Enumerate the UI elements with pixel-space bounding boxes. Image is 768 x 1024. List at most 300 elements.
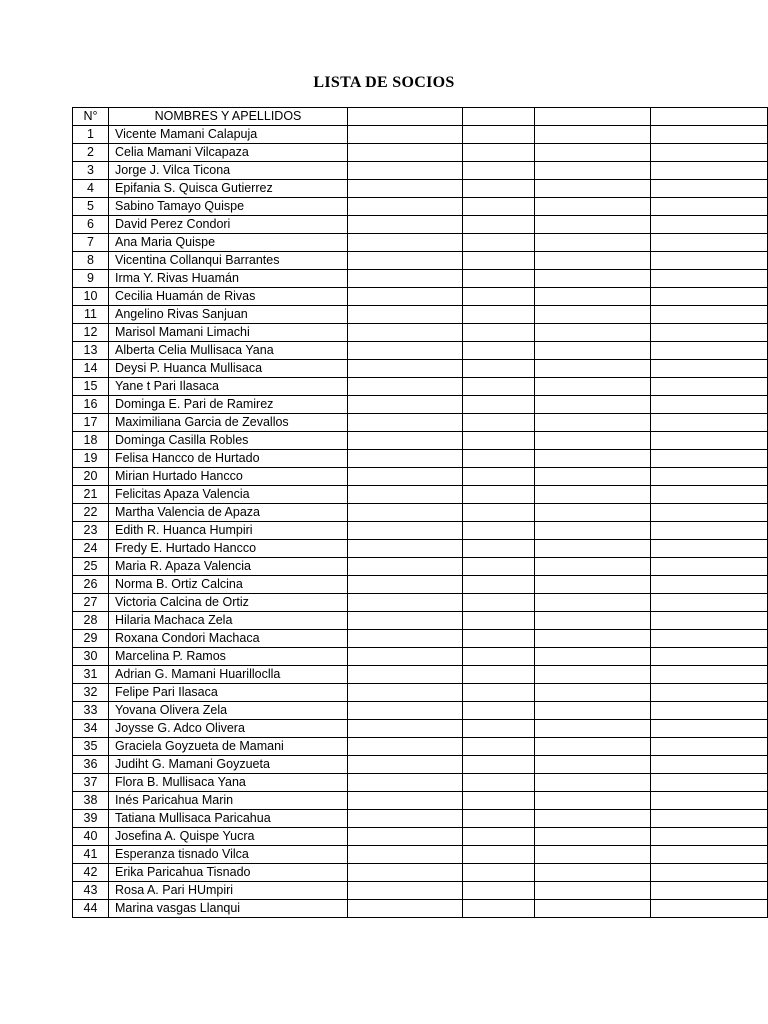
empty-cell (535, 144, 651, 162)
empty-cell (463, 828, 535, 846)
member-name: Deysi P. Huanca Mullisaca (109, 360, 348, 378)
row-number: 3 (73, 162, 109, 180)
member-name: Epifania S. Quisca Gutierrez (109, 180, 348, 198)
table-row (73, 882, 768, 900)
row-number: 21 (73, 486, 109, 504)
row-number: 10 (73, 288, 109, 306)
empty-cell (535, 234, 651, 252)
table-row (73, 756, 768, 774)
empty-cell (348, 252, 463, 270)
member-name: Vicentina Collanqui Barrantes (109, 252, 348, 270)
empty-cell (651, 666, 768, 684)
empty-cell (463, 396, 535, 414)
empty-cell (651, 810, 768, 828)
empty-cell (348, 180, 463, 198)
empty-cell (651, 864, 768, 882)
empty-cell (535, 306, 651, 324)
empty-cell (651, 540, 768, 558)
empty-cell (651, 594, 768, 612)
member-name: Roxana Condori Machaca (109, 630, 348, 648)
empty-cell (463, 882, 535, 900)
empty-cell (463, 144, 535, 162)
empty-cell (535, 594, 651, 612)
table-row (73, 720, 768, 738)
column-header-extra (463, 108, 535, 126)
empty-cell (463, 504, 535, 522)
empty-cell (348, 432, 463, 450)
empty-cell (463, 774, 535, 792)
empty-cell (651, 396, 768, 414)
empty-cell (651, 324, 768, 342)
empty-cell (348, 882, 463, 900)
column-header-extra (651, 108, 768, 126)
member-name: Dominga Casilla Robles (109, 432, 348, 450)
table-row (73, 144, 768, 162)
row-number: 1 (73, 126, 109, 144)
empty-cell (348, 414, 463, 432)
empty-cell (535, 558, 651, 576)
empty-cell (651, 720, 768, 738)
empty-cell (651, 270, 768, 288)
table-row (73, 504, 768, 522)
member-name: Marina vasgas Llanqui (109, 900, 348, 918)
table-row (73, 828, 768, 846)
empty-cell (348, 540, 463, 558)
empty-cell (348, 450, 463, 468)
row-number: 30 (73, 648, 109, 666)
empty-cell (535, 486, 651, 504)
table-row (73, 198, 768, 216)
member-name: Yovana Olivera Zela (109, 702, 348, 720)
empty-cell (348, 810, 463, 828)
table-row (73, 270, 768, 288)
table-row (73, 162, 768, 180)
empty-cell (651, 630, 768, 648)
empty-cell (463, 756, 535, 774)
empty-cell (348, 684, 463, 702)
column-header-extra (535, 108, 651, 126)
empty-cell (463, 738, 535, 756)
empty-cell (348, 792, 463, 810)
empty-cell (463, 594, 535, 612)
empty-cell (348, 828, 463, 846)
empty-cell (348, 558, 463, 576)
empty-cell (463, 162, 535, 180)
empty-cell (535, 126, 651, 144)
member-name: Norma B. Ortiz Calcina (109, 576, 348, 594)
empty-cell (348, 144, 463, 162)
member-name: Inés Paricahua Marin (109, 792, 348, 810)
empty-cell (348, 576, 463, 594)
empty-cell (348, 900, 463, 918)
table-row (73, 414, 768, 432)
member-name: Rosa A. Pari HUmpiri (109, 882, 348, 900)
empty-cell (348, 738, 463, 756)
table-row (73, 342, 768, 360)
table-row (73, 846, 768, 864)
empty-cell (535, 828, 651, 846)
empty-cell (651, 360, 768, 378)
empty-cell (651, 306, 768, 324)
member-name: Angelino Rivas Sanjuan (109, 306, 348, 324)
empty-cell (651, 198, 768, 216)
member-name: Vicente Mamani Calapuja (109, 126, 348, 144)
table-row (73, 360, 768, 378)
member-name: Felisa Hancco de Hurtado (109, 450, 348, 468)
member-name: Adrian G. Mamani Huarilloclla (109, 666, 348, 684)
row-number: 28 (73, 612, 109, 630)
table-row (73, 486, 768, 504)
empty-cell (651, 126, 768, 144)
empty-cell (463, 432, 535, 450)
empty-cell (463, 216, 535, 234)
empty-cell (535, 468, 651, 486)
empty-cell (535, 612, 651, 630)
member-name: Yane t Pari Ilasaca (109, 378, 348, 396)
empty-cell (535, 252, 651, 270)
empty-cell (463, 360, 535, 378)
empty-cell (535, 792, 651, 810)
empty-cell (348, 702, 463, 720)
empty-cell (535, 756, 651, 774)
empty-cell (535, 198, 651, 216)
empty-cell (463, 576, 535, 594)
empty-cell (463, 846, 535, 864)
empty-cell (348, 324, 463, 342)
table-row (73, 324, 768, 342)
table-row (73, 432, 768, 450)
row-number: 42 (73, 864, 109, 882)
row-number: 25 (73, 558, 109, 576)
member-name: Martha Valencia de Apaza (109, 504, 348, 522)
empty-cell (348, 360, 463, 378)
empty-cell (463, 342, 535, 360)
empty-cell (463, 486, 535, 504)
row-number: 23 (73, 522, 109, 540)
row-number: 16 (73, 396, 109, 414)
empty-cell (348, 630, 463, 648)
empty-cell (651, 900, 768, 918)
empty-cell (535, 648, 651, 666)
table-row (73, 792, 768, 810)
row-number: 18 (73, 432, 109, 450)
member-name: Marisol Mamani Limachi (109, 324, 348, 342)
empty-cell (463, 306, 535, 324)
empty-cell (535, 738, 651, 756)
empty-cell (348, 270, 463, 288)
member-name: Mirian Hurtado Hancco (109, 468, 348, 486)
row-number: 7 (73, 234, 109, 252)
row-number: 2 (73, 144, 109, 162)
table-row (73, 126, 768, 144)
member-name: Ana Maria Quispe (109, 234, 348, 252)
empty-cell (463, 702, 535, 720)
row-number: 34 (73, 720, 109, 738)
empty-cell (348, 216, 463, 234)
member-name: Marcelina P. Ramos (109, 648, 348, 666)
member-name: Judiht G. Mamani Goyzueta (109, 756, 348, 774)
table-row (73, 774, 768, 792)
empty-cell (348, 198, 463, 216)
table-row (73, 810, 768, 828)
empty-cell (348, 342, 463, 360)
row-number: 8 (73, 252, 109, 270)
table-row (73, 558, 768, 576)
empty-cell (651, 828, 768, 846)
empty-cell (651, 216, 768, 234)
empty-cell (535, 540, 651, 558)
empty-cell (535, 288, 651, 306)
empty-cell (535, 270, 651, 288)
empty-cell (463, 540, 535, 558)
empty-cell (463, 198, 535, 216)
row-number: 40 (73, 828, 109, 846)
table-row (73, 594, 768, 612)
row-number: 39 (73, 810, 109, 828)
empty-cell (463, 468, 535, 486)
member-name: Cecilia Huamán de Rivas (109, 288, 348, 306)
member-name: Joysse G. Adco Olivera (109, 720, 348, 738)
table-row (73, 468, 768, 486)
row-number: 35 (73, 738, 109, 756)
empty-cell (463, 792, 535, 810)
empty-cell (535, 684, 651, 702)
table-row (73, 540, 768, 558)
empty-cell (535, 396, 651, 414)
row-number: 22 (73, 504, 109, 522)
empty-cell (651, 288, 768, 306)
empty-cell (463, 270, 535, 288)
empty-cell (463, 522, 535, 540)
empty-cell (651, 180, 768, 198)
row-number: 14 (73, 360, 109, 378)
empty-cell (535, 846, 651, 864)
empty-cell (348, 720, 463, 738)
empty-cell (535, 432, 651, 450)
empty-cell (651, 756, 768, 774)
empty-cell (651, 558, 768, 576)
empty-cell (651, 774, 768, 792)
empty-cell (651, 162, 768, 180)
empty-cell (463, 234, 535, 252)
empty-cell (535, 882, 651, 900)
empty-cell (348, 126, 463, 144)
table-row (73, 288, 768, 306)
table-row (73, 378, 768, 396)
empty-cell (348, 162, 463, 180)
table-row (73, 576, 768, 594)
empty-cell (651, 684, 768, 702)
empty-cell (463, 684, 535, 702)
empty-cell (348, 378, 463, 396)
row-number: 41 (73, 846, 109, 864)
table-row (73, 252, 768, 270)
empty-cell (535, 360, 651, 378)
empty-cell (348, 468, 463, 486)
table-row (73, 738, 768, 756)
empty-cell (348, 756, 463, 774)
empty-cell (348, 288, 463, 306)
empty-cell (535, 576, 651, 594)
row-number: 19 (73, 450, 109, 468)
member-name: Esperanza tisnado Vilca (109, 846, 348, 864)
column-header-extra (348, 108, 463, 126)
empty-cell (651, 504, 768, 522)
empty-cell (651, 450, 768, 468)
empty-cell (348, 396, 463, 414)
empty-cell (651, 144, 768, 162)
table-row (73, 702, 768, 720)
empty-cell (463, 180, 535, 198)
member-name: Dominga E. Pari de Ramirez (109, 396, 348, 414)
row-number: 36 (73, 756, 109, 774)
empty-cell (651, 486, 768, 504)
empty-cell (651, 792, 768, 810)
empty-cell (651, 576, 768, 594)
empty-cell (348, 306, 463, 324)
empty-cell (535, 504, 651, 522)
empty-cell (535, 180, 651, 198)
empty-cell (651, 378, 768, 396)
row-number: 44 (73, 900, 109, 918)
empty-cell (463, 720, 535, 738)
members-table (72, 107, 768, 918)
row-number: 5 (73, 198, 109, 216)
empty-cell (348, 504, 463, 522)
empty-cell (651, 846, 768, 864)
empty-cell (348, 648, 463, 666)
empty-cell (535, 900, 651, 918)
member-name: Irma Y. Rivas Huamán (109, 270, 348, 288)
table-row (73, 900, 768, 918)
member-name: David Perez Condori (109, 216, 348, 234)
page-title: LISTA DE SOCIOS (313, 74, 455, 91)
empty-cell (651, 252, 768, 270)
empty-cell (535, 720, 651, 738)
empty-cell (463, 648, 535, 666)
table-row (73, 396, 768, 414)
row-number: 4 (73, 180, 109, 198)
empty-cell (535, 522, 651, 540)
empty-cell (535, 162, 651, 180)
empty-cell (348, 774, 463, 792)
table-row (73, 450, 768, 468)
empty-cell (463, 324, 535, 342)
row-number: 43 (73, 882, 109, 900)
empty-cell (348, 846, 463, 864)
empty-cell (651, 468, 768, 486)
member-name: Hilaria Machaca Zela (109, 612, 348, 630)
member-name: Josefina A. Quispe Yucra (109, 828, 348, 846)
row-number: 38 (73, 792, 109, 810)
member-name: Victoria Calcina de Ortiz (109, 594, 348, 612)
member-name: Maximiliana Garcia de Zevallos (109, 414, 348, 432)
empty-cell (535, 414, 651, 432)
empty-cell (651, 432, 768, 450)
member-name: Alberta Celia Mullisaca Yana (109, 342, 348, 360)
member-name: Graciela Goyzueta de Mamani (109, 738, 348, 756)
empty-cell (348, 612, 463, 630)
empty-cell (535, 774, 651, 792)
empty-cell (348, 594, 463, 612)
member-name: Sabino Tamayo Quispe (109, 198, 348, 216)
empty-cell (463, 666, 535, 684)
member-name: Erika Paricahua Tisnado (109, 864, 348, 882)
empty-cell (463, 288, 535, 306)
empty-cell (535, 810, 651, 828)
empty-cell (463, 252, 535, 270)
empty-cell (651, 234, 768, 252)
member-name: Tatiana Mullisaca Paricahua (109, 810, 348, 828)
empty-cell (651, 522, 768, 540)
empty-cell (651, 414, 768, 432)
empty-cell (348, 486, 463, 504)
empty-cell (463, 612, 535, 630)
row-number: 37 (73, 774, 109, 792)
table-row (73, 234, 768, 252)
row-number: 27 (73, 594, 109, 612)
empty-cell (535, 342, 651, 360)
empty-cell (535, 864, 651, 882)
member-name: Maria R. Apaza Valencia (109, 558, 348, 576)
table-row (73, 648, 768, 666)
empty-cell (348, 864, 463, 882)
row-number: 31 (73, 666, 109, 684)
table-row (73, 612, 768, 630)
row-number: 33 (73, 702, 109, 720)
column-header-number: N° (73, 108, 109, 126)
member-name: Fredy E. Hurtado Hancco (109, 540, 348, 558)
empty-cell (348, 666, 463, 684)
member-name: Jorge J. Vilca Ticona (109, 162, 348, 180)
table-row (73, 216, 768, 234)
row-number: 26 (73, 576, 109, 594)
member-name: Edith R. Huanca Humpiri (109, 522, 348, 540)
empty-cell (651, 612, 768, 630)
row-number: 20 (73, 468, 109, 486)
empty-cell (651, 702, 768, 720)
empty-cell (463, 378, 535, 396)
column-header-name: NOMBRES Y APELLIDOS (109, 108, 348, 126)
row-number: 13 (73, 342, 109, 360)
empty-cell (463, 414, 535, 432)
member-name: Celia Mamani Vilcapaza (109, 144, 348, 162)
empty-cell (535, 450, 651, 468)
row-number: 24 (73, 540, 109, 558)
table-row (73, 306, 768, 324)
table-row (73, 864, 768, 882)
empty-cell (463, 810, 535, 828)
row-number: 32 (73, 684, 109, 702)
row-number: 12 (73, 324, 109, 342)
table-header-row (73, 108, 768, 126)
member-name: Felicitas Apaza Valencia (109, 486, 348, 504)
empty-cell (535, 324, 651, 342)
empty-cell (463, 630, 535, 648)
empty-cell (348, 522, 463, 540)
table-row (73, 180, 768, 198)
row-number: 9 (73, 270, 109, 288)
row-number: 6 (73, 216, 109, 234)
row-number: 17 (73, 414, 109, 432)
empty-cell (535, 378, 651, 396)
empty-cell (651, 648, 768, 666)
table-row (73, 666, 768, 684)
table-row (73, 522, 768, 540)
empty-cell (651, 882, 768, 900)
empty-cell (463, 558, 535, 576)
empty-cell (463, 864, 535, 882)
